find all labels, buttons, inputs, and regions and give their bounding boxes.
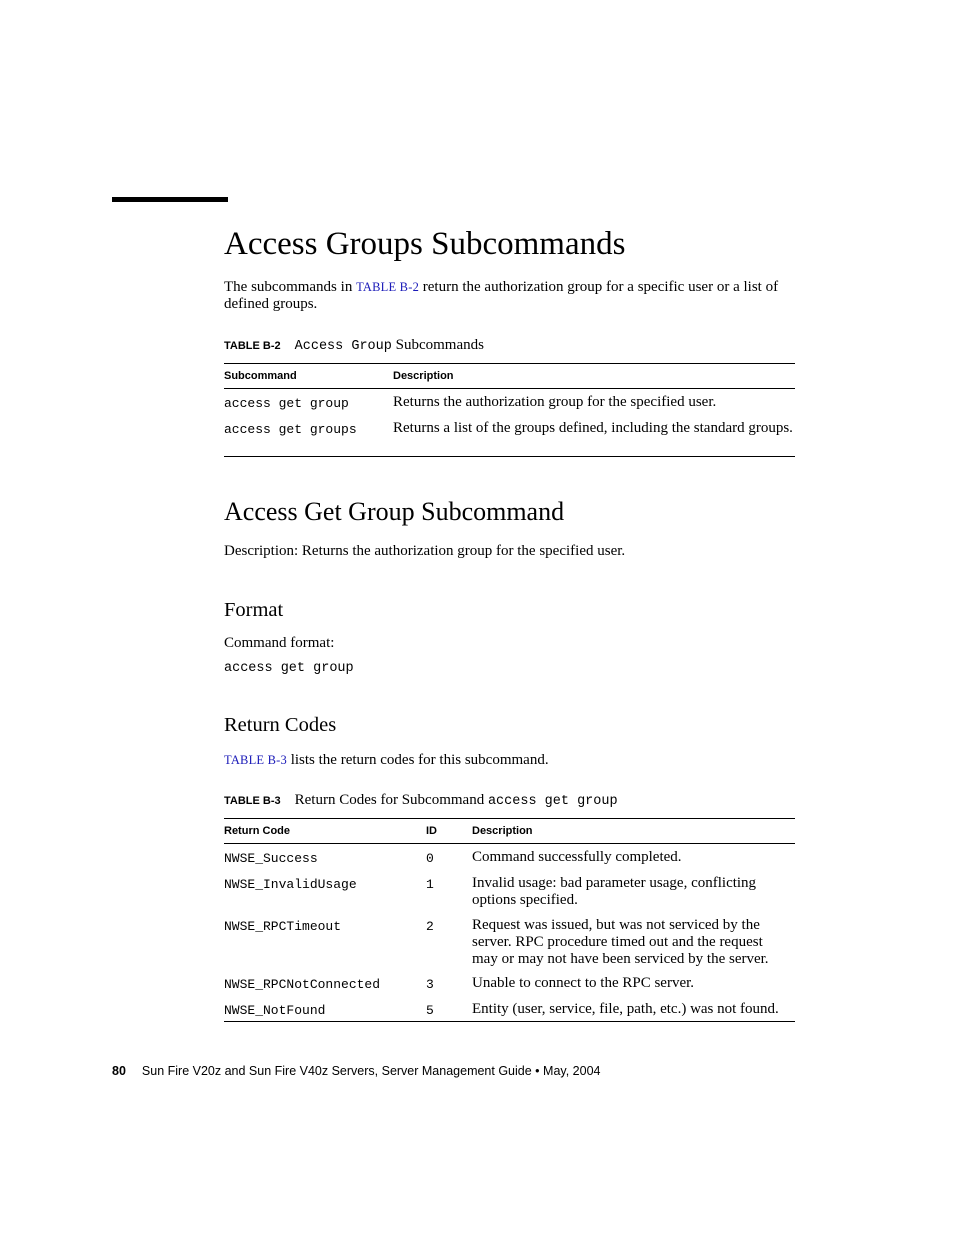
description-cell: Returns a list of the groups defined, including the standard groups. [393,420,793,436]
footer-separator: • [535,1064,540,1078]
description-cell: Invalid usage: bad parameter usage, conflicting options specified. [472,875,757,908]
command-format-label: Command format: [224,635,335,651]
table-b2-caption-mono: Access Group [294,339,392,354]
chapter-rule [112,197,228,202]
intro-paragraph [224,279,795,313]
id-cell: 2 [426,919,434,934]
section-title-access-get-group: Access Get Group Subcommand [224,497,565,526]
subcommand-cell: access get groups [224,422,357,437]
return-codes-heading: Return Codes [224,714,337,736]
table-b2-tag: TABLE B-2 [224,340,281,352]
return-code-cell: NWSE_InvalidUsage [224,877,357,892]
section-description: Description: Returns the authorization group for the specified user. [224,543,626,559]
description-cell: Unable to connect to the RPC server. [472,975,695,991]
page-title: Access Groups Subcommands [224,226,626,262]
id-cell: 3 [426,977,434,992]
table-b2-header [224,364,795,389]
description-cell: Request was issued, but was not serviced by the server. RPC procedure timed out and the request may or may not have been serviced by the server. [472,917,769,967]
table-row [224,1001,795,1021]
table-b2-caption-text: Subcommands [391,337,484,353]
header-description: Description [393,370,454,382]
format-heading: Format [224,599,284,621]
table-row [224,394,795,420]
table-row [224,849,795,875]
page-footer [112,1064,601,1079]
return-codes-text: lists the return codes for this subcommand. [286,752,549,768]
intro-text-after: return the authorization group for a specific user or a list of defined groups. [224,279,779,312]
intro-text-before: The subcommands in [224,279,357,295]
table-row [224,420,795,456]
footer-date: May, 2004 [543,1064,601,1078]
table-b2 [224,363,795,457]
table-b3-header [224,819,795,844]
footer-title: Sun Fire V20z and Sun Fire V40z Servers, Server Management Guide [141,1064,532,1078]
return-code-cell: NWSE_NotFound [224,1003,326,1018]
table-b3-tag: TABLE B-3 [224,795,281,807]
description-cell: Returns the authorization group for the specified user. [393,394,717,410]
table-b3-link[interactable]: TABLE B-3 [224,753,287,767]
id-cell: 5 [426,1003,434,1018]
subcommand-cell: access get group [224,396,349,411]
header-description: Description [472,825,533,837]
page-number: 80 [112,1064,126,1078]
return-code-cell: NWSE_RPCTimeout [224,919,342,934]
header-subcommand: Subcommand [224,370,297,382]
return-codes-paragraph [224,752,795,769]
id-cell: 0 [426,851,434,866]
table-row [224,917,795,975]
description-cell: Entity (user, service, file, path, etc.) was not found. [472,1001,779,1017]
return-code-cell: NWSE_Success [224,851,318,866]
id-cell: 1 [426,877,434,892]
table-b3-caption-mono: access get group [487,794,618,809]
table-row [224,875,795,917]
table-b3-caption [224,791,618,811]
table-b3-caption-text: Return Codes for Subcommand [294,792,488,808]
header-id: ID [426,825,437,837]
table-b2-link[interactable]: TABLE B-2 [356,280,420,294]
table-row [224,975,795,1001]
return-code-cell: NWSE_RPCNotConnected [224,977,381,992]
command-format-code: access get group [224,661,354,676]
description-cell: Command successfully completed. [472,849,682,865]
header-return-code: Return Code [224,825,290,837]
table-b2-caption [224,336,484,356]
table-b3 [224,818,795,1022]
